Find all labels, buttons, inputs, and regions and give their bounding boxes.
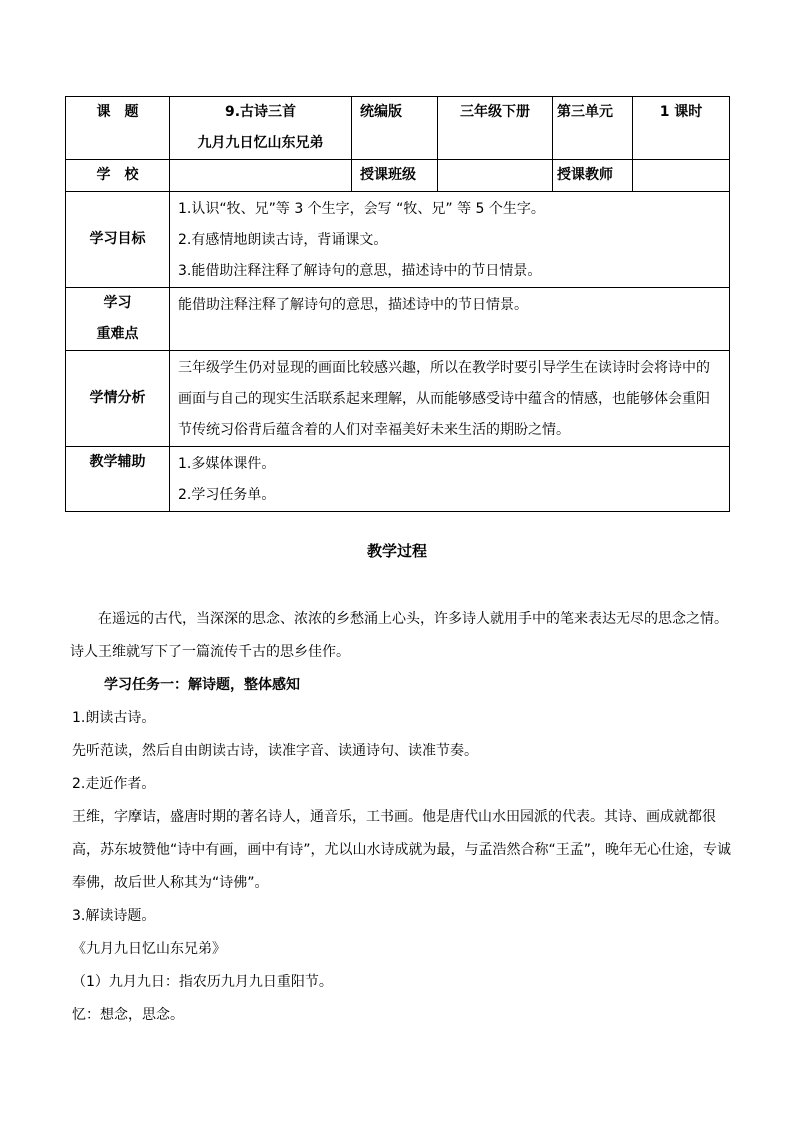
row-aids bbox=[66, 447, 730, 512]
section-title: 教学过程 bbox=[366, 542, 427, 560]
difficulty-content: 能借助注释注释了解诗句的意思，描述诗中的节日情景。 bbox=[170, 288, 730, 351]
step-heading: 3.解读诗题。 bbox=[72, 908, 156, 924]
row-analysis bbox=[66, 351, 730, 447]
analysis-content: 三年级学生仍对显现的画面比较感兴趣，所以在教学时要引导学生在读诗时会将诗中的画面与自己的现实生活联系起来理解，从而能够感受诗中蕴含的情感，也能够体会重阳节传统习俗背后蕴含着的人们对幸福美好未来生活的期盼之情。 bbox=[170, 351, 730, 447]
step-heading: 1.朗读古诗。 bbox=[72, 710, 156, 726]
lesson-title-line2: 九月九日忆山东兄弟 bbox=[197, 135, 324, 151]
aid-item: 1.多媒体课件。 bbox=[178, 456, 276, 472]
topic-label: 课 题 bbox=[66, 97, 170, 160]
edition-cell: 统编版 bbox=[352, 97, 438, 160]
goal-item: 2.有感情地朗读古诗，背诵课文。 bbox=[178, 232, 388, 248]
class-value bbox=[438, 160, 553, 192]
difficulty-label-line1: 学习 bbox=[103, 295, 132, 311]
note-line: （1）九月九日：指农历九月九日重阳节。 bbox=[72, 974, 333, 990]
step-heading: 2.走近作者。 bbox=[72, 776, 156, 792]
unit-cell: 第三单元 bbox=[553, 97, 633, 160]
teaching-process-content bbox=[70, 603, 734, 1032]
note-line: 忆：想念，思念。 bbox=[72, 1007, 184, 1023]
teacher-value bbox=[633, 160, 730, 192]
school-value bbox=[170, 160, 352, 192]
class-label: 授课班级 bbox=[352, 160, 438, 192]
goal-item: 1.认识“牧、兄”等 3 个生字，会写 “牧、兄” 等 5 个生字。 bbox=[178, 201, 545, 217]
goal-item: 3.能借助注释注释了解诗句的意思，描述诗中的节日情景。 bbox=[178, 263, 542, 279]
row-goals bbox=[66, 192, 730, 288]
row-topic bbox=[66, 97, 730, 160]
difficulty-label-line2: 重难点 bbox=[96, 326, 139, 342]
aids-label: 教学辅助 bbox=[66, 447, 170, 512]
lesson-title-cell bbox=[170, 97, 352, 160]
goals-label: 学习目标 bbox=[66, 192, 170, 288]
school-label: 学 校 bbox=[66, 160, 170, 192]
lesson-info-table bbox=[65, 96, 730, 512]
intro-paragraph: 在遥远的古代，当深深的思念、浓浓的乡愁涌上心头，许多诗人就用手中的笔来表达无尽的思念之情。诗人王维就写下了一篇流传千古的思乡佳作。 bbox=[70, 611, 728, 660]
grade-cell: 三年级下册 bbox=[438, 97, 553, 160]
difficulty-label bbox=[66, 288, 170, 351]
goals-content bbox=[170, 192, 730, 288]
hours-cell: 1 课时 bbox=[633, 97, 730, 160]
author-paragraph: 王维，字摩诘，盛唐时期的著名诗人，通音乐，工书画。他是唐代山水田园派的代表。其诗、画成就都很高，苏东坡赞他“诗中有画，画中有诗”，尤以山水诗成就为最，与孟浩然合称“王孟”，晚年无心仕途，专诚奉佛，故后世人称其为“诗佛”。 bbox=[72, 809, 732, 891]
aids-content bbox=[170, 447, 730, 512]
task-heading: 学习任务一：解诗题，整体感知 bbox=[104, 677, 300, 693]
row-school bbox=[66, 160, 730, 192]
row-difficulty bbox=[66, 288, 730, 351]
poem-title: 《九月九日忆山东兄弟》 bbox=[72, 941, 226, 957]
analysis-label: 学情分析 bbox=[66, 351, 170, 447]
lesson-title-line1: 9.古诗三首 bbox=[224, 104, 297, 120]
teacher-label: 授课教师 bbox=[553, 160, 633, 192]
aid-item: 2.学习任务单。 bbox=[178, 487, 276, 503]
step-text: 先听范读，然后自由朗读古诗，读准字音、读通诗句、读准节奏。 bbox=[72, 743, 478, 759]
